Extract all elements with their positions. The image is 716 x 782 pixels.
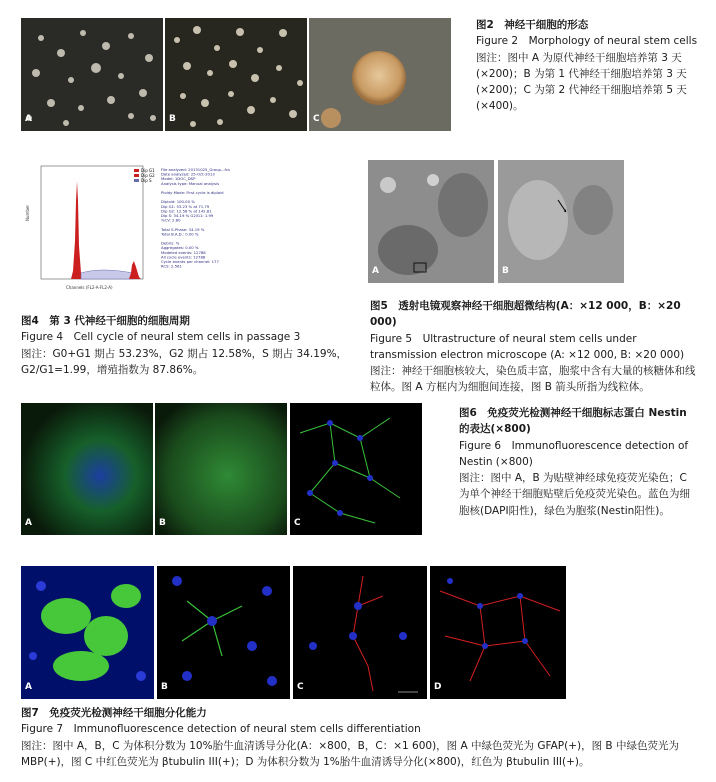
fig7-label-d: D <box>434 682 442 693</box>
fig2-label-b: B <box>169 114 176 125</box>
fig4-ylabel: Number <box>25 204 30 221</box>
fig6-caption-en: Figure 6 Immunofluorescence detection of Nestin (×800) <box>459 439 689 468</box>
fig6-caption <box>459 405 699 519</box>
fig5-panel-b <box>498 160 624 283</box>
fig2-caption-en: Figure 2 Morphology of neural stem cells <box>476 35 698 48</box>
fig2-caption <box>476 17 701 115</box>
fig4-info-line: Ploidy Mode: First cycle is diploid <box>161 190 224 195</box>
fig7-panel-a <box>21 566 154 699</box>
fig4-info-line: Dip G2: 12.58 % at 142.81 <box>161 208 212 214</box>
fig4-caption <box>21 313 351 378</box>
fig4-info-line: Dip G1: 53.23 % at 71.79 <box>161 203 210 209</box>
fig4-info-line: Model: 1DOC_DSP <box>161 176 196 182</box>
fig4-xlabel: Channels (FL2-A-FL2-A) <box>66 285 113 290</box>
fig4-info-line: %CV: 2.80 <box>161 217 181 223</box>
fig4-caption-cn: 图4 第 3 代神经干细胞的细胞周期 <box>21 315 190 327</box>
fig7-panel-c <box>293 566 427 699</box>
fig4-info-line: Date analyzed: 25-Oct-2013 <box>161 171 215 177</box>
fig4-info-line: RCS: 2.561 <box>161 263 182 269</box>
fig7-note: 图注：图中 A，B，C 为体积分数为 10%胎牛血清诱导分化(A：×800，B，C：×1 600)，图 A 中绿色荧光为 GFAP(+)，图 B 中绿色荧光为 MBP(+)，图 C 中红色荧光为 βtubulin III(+)；D 为体积分数为 1%胎牛血清诱导分化(×800)，红色为 βtubulin III(+)。 <box>21 739 679 768</box>
fig4-info-panel <box>160 167 230 269</box>
fig4-info-line: Aggregates: 0.00 % <box>161 245 199 251</box>
fig5-panel-a-image <box>368 160 494 283</box>
fig4-info-line: Total S-Phase: 34.19 % <box>161 226 205 232</box>
fig7-panel-b <box>157 566 290 699</box>
fig7-label-b: B <box>161 682 168 693</box>
fig5-label-b: B <box>502 266 509 277</box>
fig2-note: 图注：图中 A 为原代神经干细胞培养第 3 天(×200)；B 为第 1 代神经干细胞培养第 3 天(×200)；C 为第 2 代神经干细胞培养第 5 天(×400)。 <box>476 51 687 113</box>
fig4-legend-s: Dip S <box>141 178 152 183</box>
fig5-note: 图注：神经干细胞核较大，染色质丰富，胞浆中含有大量的核糖体和线粒体。图 A 方框内为细胞间连接，图 B 箭头所指为线粒体。 <box>370 365 696 394</box>
fig6-note: 图注：图中 A，B 为贴壁神经球免疫荧光染色；C 为单个神经干细胞贴壁后免疫荧光染色。蓝色为细胞核(DAPI阳性)，绿色为胞浆(Nestin阳性)。 <box>459 472 690 517</box>
fig4-histogram <box>21 161 286 299</box>
fig4-info-line: Cycle events per channel: 177 <box>161 259 219 264</box>
fig6-panel-c-image <box>290 403 422 535</box>
fig6-label-c: C <box>294 518 301 529</box>
fig4-caption-en: Figure 4 Cell cycle of neural stem cells in passage 3 <box>21 331 301 344</box>
fig2-label-c: C <box>313 114 320 125</box>
fig6-panel-c <box>290 403 422 535</box>
fig4-info-line: Modeled events: 12788 <box>161 249 206 255</box>
fig6-label-b: B <box>159 518 166 529</box>
fig6-caption-cn: 图6 免疫荧光检测神经干细胞标志蛋白 Nestin 的表达(×800) <box>459 407 687 436</box>
fig4-chart <box>21 161 286 299</box>
fig7-caption <box>21 705 711 770</box>
fig2-panel-a <box>21 18 163 131</box>
fig2-panel-a-image <box>21 18 163 131</box>
fig7-label-a: A <box>25 682 32 693</box>
fig7-panel-d-image <box>430 566 566 699</box>
fig5-label-a: A <box>372 266 379 277</box>
fig4-legend-g2: Dip G2 <box>141 173 155 178</box>
fig7-caption-en: Figure 7 Immunofluorescence detection of neural stem cells differentiation <box>21 723 421 736</box>
fig5-caption-cn: 图5 透射电镜观察神经干细胞超微结构(A：×12 000，B：×20 000) <box>370 300 681 329</box>
fig4-info-line: All cycle events: 12788 <box>161 254 206 260</box>
fig2-panel-c <box>309 18 451 131</box>
fig5-caption <box>370 298 700 396</box>
fig2-panel-b <box>165 18 307 131</box>
fig4-info-line: Debris: % <box>161 240 180 246</box>
fig5-panel-b-image <box>498 160 624 283</box>
fig6-panel-b-image <box>155 403 287 535</box>
fig6-panel-a-image <box>21 403 153 535</box>
fig7-caption-cn: 图7 免疫荧光检测神经干细胞分化能力 <box>21 707 207 719</box>
fig5-caption-en: Figure 5 Ultrastructure of neural stem cells under transmission electron microscope (A: ×12 000, B: ×20 000) <box>370 332 685 361</box>
fig4-info-line: Diploid: 100.00 % <box>161 199 195 205</box>
fig6-label-a: A <box>25 518 32 529</box>
fig5-panel-a <box>368 160 494 283</box>
fig6-panel-b <box>155 403 287 535</box>
fig7-panel-d <box>430 566 566 699</box>
fig4-note-2: G2/G1=1.99，增殖指数为 87.86%。 <box>21 363 204 376</box>
fig2-caption-cn: 图2 神经干细胞的形态 <box>476 19 589 31</box>
fig2-panel-b-image <box>165 18 307 131</box>
fig4-info-line: Total B.A.D.: 0.00 % <box>161 231 199 237</box>
fig7-panel-c-image <box>293 566 427 699</box>
fig2-label-a: A <box>25 114 32 125</box>
fig4-info-line: Analysis type: Manual analysis <box>161 180 220 186</box>
fig7-panel-b-image <box>157 566 290 699</box>
fig7-panel-a-image <box>21 566 154 699</box>
fig4-info-line: Dip S: 34.19 % G2/G1: 1.99 <box>161 213 214 218</box>
fig2-panel-c-image <box>309 18 451 131</box>
fig6-panel-a <box>21 403 153 535</box>
fig4-info-line: File analyzed: 20131025_Group...fcs <box>161 167 230 172</box>
fig4-note-1: 图注：G0+G1 期占 53.23%，G2 期占 12.58%，S 期占 34.19%， <box>21 347 348 360</box>
fig7-label-c: C <box>297 682 304 693</box>
fig4-legend-g1: Dip G1 <box>141 168 155 173</box>
